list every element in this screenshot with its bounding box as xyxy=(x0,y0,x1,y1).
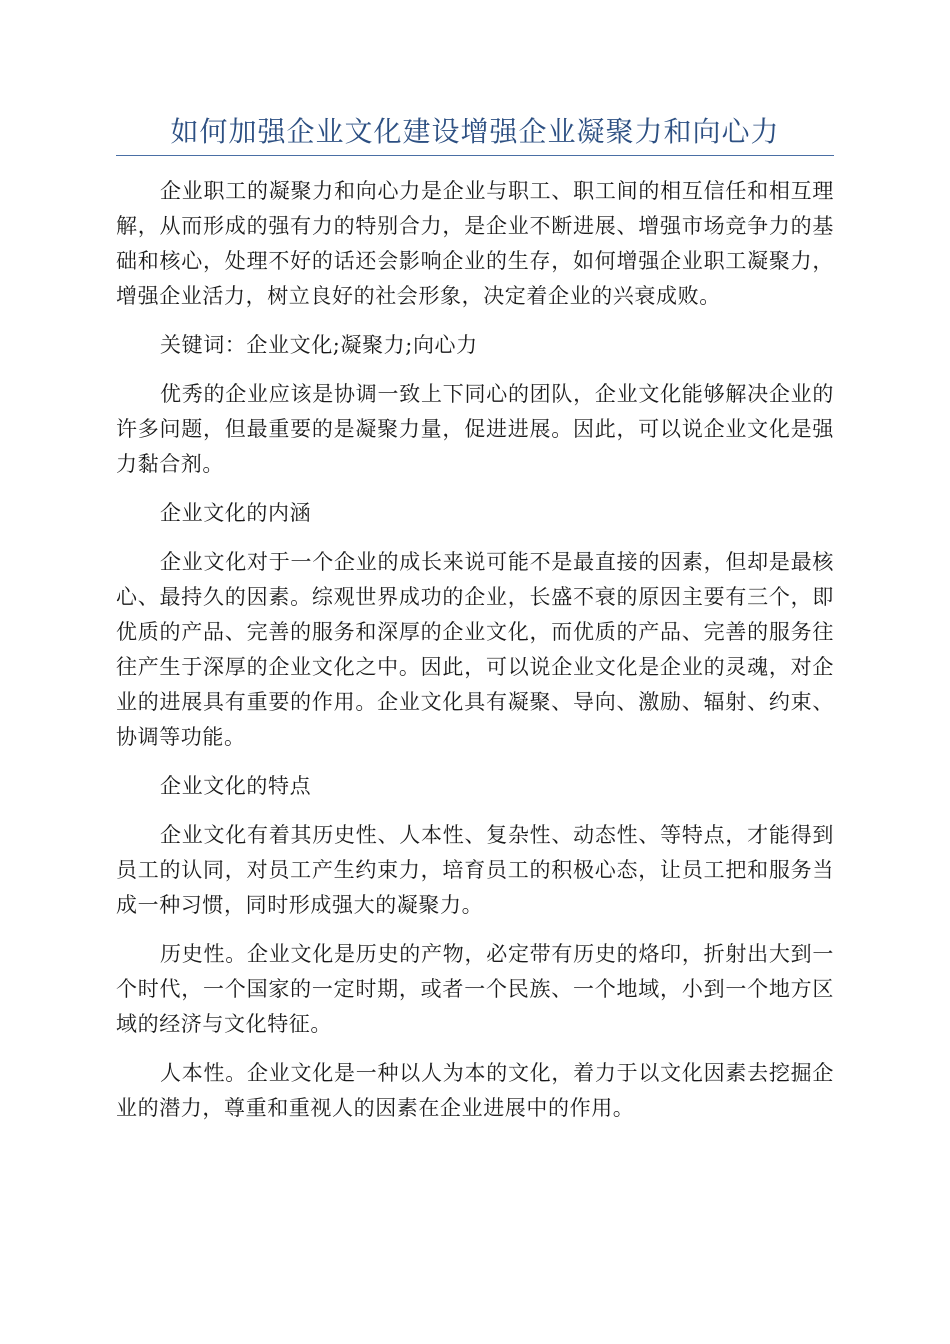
paragraph-connotation: 企业文化对于一个企业的成长来说可能不是最直接的因素，但却是最核心、最持久的因素。综观世界成功的企业，长盛不衰的原因主要有三个，即优质的产品、完善的服务和深厚的企业文化，而优质的产品、完善的服务往往产生于深厚的企业文化之中。因此，可以说企业文化是企业的灵魂，对企业的进展具有重要的作用。企业文化具有凝聚、导向、激励、辐射、约束、协调等功能。 xyxy=(116,550,834,749)
paragraph-intro: 企业职工的凝聚力和向心力是企业与职工、职工间的相互信任和相互理解，从而形成的强有力的特别合力，是企业不断进展、增强市场竞争力的基础和核心，处理不好的话还会影响企业的生存，如何增强企业职工凝聚力，增强企业活力，树立良好的社会形象，决定着企业的兴衰成败。 xyxy=(116,179,834,308)
paragraph-historical: 历史性。企业文化是历史的产物，必定带有历史的烙印，折射出大到一个时代，一个国家的一定时期，或者一个民族、一个地域，小到一个地方区域的经济与文化特征。 xyxy=(116,942,834,1036)
paragraph-team: 优秀的企业应该是协调一致上下同心的团队，企业文化能够解决企业的许多问题，但最重要的是凝聚力量，促进进展。因此，可以说企业文化是强力黏合剂。 xyxy=(116,382,834,476)
document-title: 如何加强企业文化建设增强企业凝聚力和向心力 xyxy=(170,115,780,148)
section-heading-features: 企业文化的特点 xyxy=(160,774,312,798)
paragraph-features: 企业文化有着其历史性、人本性、复杂性、动态性、等特点，才能得到员工的认同，对员工产生约束力，培育员工的积极心态，让员工把和服务当成一种习惯，同时形成强大的凝聚力。 xyxy=(116,823,834,917)
paragraph-humanistic: 人本性。企业文化是一种以人为本的文化，着力于以文化因素去挖掘企业的潜力，尊重和重视人的因素在企业进展中的作用。 xyxy=(116,1061,834,1120)
section-heading-connotation: 企业文化的内涵 xyxy=(160,501,312,525)
title-underline xyxy=(116,155,834,156)
paragraph-keywords: 关键词：企业文化;凝聚力;向心力 xyxy=(160,333,478,357)
document-body xyxy=(116,174,834,1140)
